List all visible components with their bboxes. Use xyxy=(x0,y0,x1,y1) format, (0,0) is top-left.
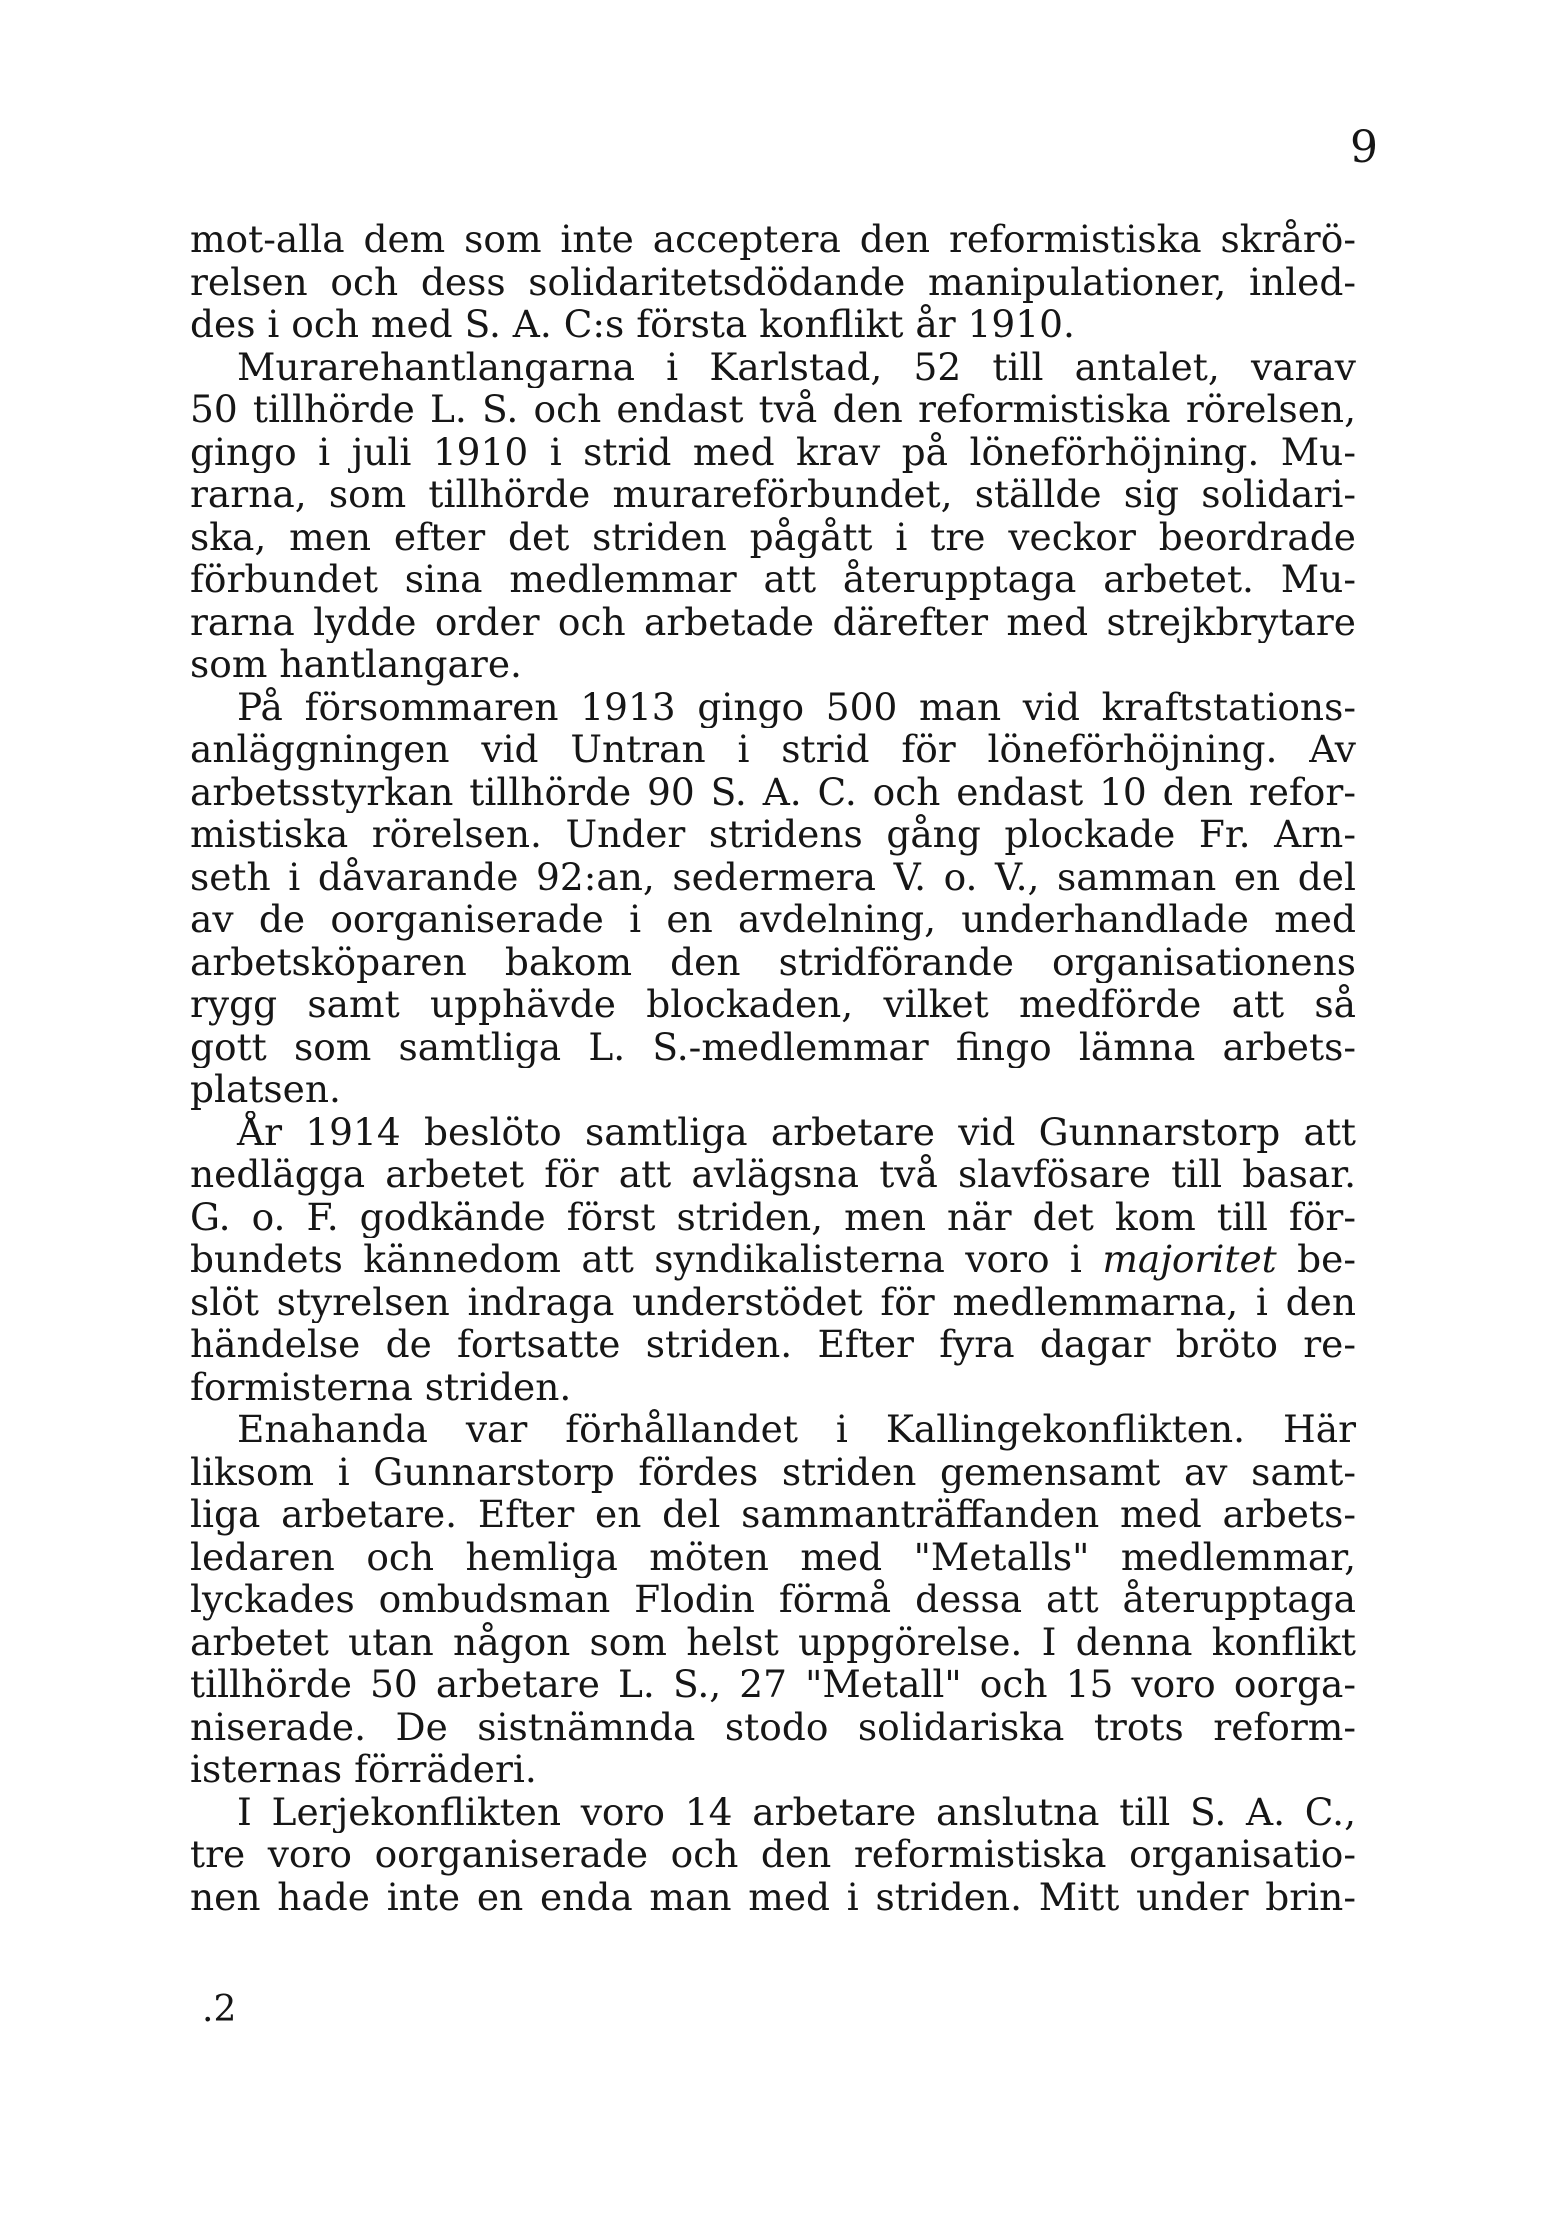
text-line xyxy=(190,856,1356,899)
page-number: 9 xyxy=(1350,122,1378,173)
text-line xyxy=(190,303,1356,346)
text-line xyxy=(190,1536,1356,1579)
text-segment: rygg samt upphävde blockaden, vilket medförde att så xyxy=(190,983,1356,1026)
text-segment: gott som samtliga L. S.-medlemmar fingo lämna arbets- xyxy=(190,1025,1356,1068)
text-line xyxy=(190,1833,1356,1876)
text-line xyxy=(190,1026,1356,1069)
text-line xyxy=(190,686,1356,729)
text-line xyxy=(190,771,1356,814)
text-segment: rarna lydde order och arbetade därefter med strejkbrytare xyxy=(190,600,1356,643)
text-line xyxy=(190,1706,1356,1749)
text-segment: som hantlangare. xyxy=(190,643,522,686)
text-line xyxy=(190,431,1356,474)
text-line xyxy=(190,218,1356,261)
text-line xyxy=(190,1493,1356,1536)
text-line xyxy=(190,1281,1356,1324)
text-segment: isternas förräderi. xyxy=(190,1748,537,1791)
text-segment: seth i dåvarande 92:an, sedermera V. o. V., samman en del xyxy=(190,855,1356,898)
text-segment: arbetsköparen bakom den stridförande organisationens xyxy=(190,940,1356,983)
text-segment: G. o. F. godkände först striden, men när det kom till för- xyxy=(190,1195,1356,1238)
text-line xyxy=(190,1451,1356,1494)
text-segment: förbundet sina medlemmar att återupptaga arbetet. Mu- xyxy=(190,558,1356,601)
text-segment: anläggningen vid Untran i strid för löneförhöjning. Av xyxy=(190,728,1356,771)
text-line xyxy=(190,898,1356,941)
text-segment: På försommaren 1913 gingo 500 man vid kraftstations- xyxy=(237,685,1356,728)
text-line xyxy=(190,1748,1356,1791)
text-line xyxy=(190,1323,1356,1366)
text-line xyxy=(190,1366,1356,1409)
text-line xyxy=(190,1068,1356,1111)
text-line xyxy=(190,1111,1356,1154)
text-segment: liga arbetare. Efter en del sammanträffanden med arbets- xyxy=(190,1493,1356,1536)
text-segment: des i och med S. A. C:s första konflikt år 1910. xyxy=(190,303,1075,346)
text-line xyxy=(190,558,1356,601)
text-segment: ledaren och hemliga möten med "Metalls" medlemmar, xyxy=(190,1535,1356,1578)
text-segment: gingo i juli 1910 i strid med krav på löneförhöjning. Mu- xyxy=(190,430,1356,473)
text-segment: År 1914 beslöto samtliga arbetare vid Gunnarstorp att xyxy=(237,1110,1356,1153)
text-segment: händelse de fortsatte striden. Efter fyra dagar bröto re- xyxy=(190,1323,1356,1366)
text-line xyxy=(190,1663,1356,1706)
text-line xyxy=(190,1196,1356,1239)
text-segment: mistiska rörelsen. Under stridens gång plockade Fr. Arn- xyxy=(190,813,1356,856)
text-line xyxy=(190,941,1356,984)
text-line xyxy=(190,1791,1356,1834)
text-segment: ska, men efter det striden pågått i tre veckor beordrade xyxy=(190,515,1356,558)
text-segment: arbetet utan någon som helst uppgörelse. I denna konflikt xyxy=(190,1620,1356,1663)
text-segment: tre voro oorganiserade och den reformistiska organisatio- xyxy=(190,1833,1356,1876)
text-line xyxy=(190,1238,1356,1281)
text-line xyxy=(190,346,1356,389)
text-segment: tillhörde 50 arbetare L. S., 27 "Metall" och 15 voro oorga- xyxy=(190,1663,1356,1706)
text-segment: rarna, som tillhörde murareförbundet, ställde sig solidari- xyxy=(190,473,1356,516)
text-segment: I Lerjekonflikten voro 14 arbetare anslutna till S. A. C., xyxy=(237,1790,1356,1833)
text-line xyxy=(190,601,1356,644)
text-segment: arbetsstyrkan tillhörde 90 S. A. C. och endast 10 den refor- xyxy=(190,770,1356,813)
text-segment: Enahanda var förhållandet i Kallingekonflikten. Här xyxy=(237,1408,1356,1451)
text-segment: mot-alla dem som inte acceptera den reformistiska skrårö- xyxy=(190,218,1356,261)
text-segment: be- xyxy=(1276,1238,1356,1281)
text-segment: liksom i Gunnarstorp fördes striden gemensamt av samt- xyxy=(190,1450,1356,1493)
text-line xyxy=(190,1408,1356,1451)
text-segment: nedlägga arbetet för att avlägsna två slavfösare till basar. xyxy=(190,1153,1356,1196)
text-line xyxy=(190,1621,1356,1664)
text-segment: slöt styrelsen indraga understödet för medlemmarna, i den xyxy=(190,1280,1356,1323)
text-segment: 50 tillhörde L. S. och endast två den reformistiska rörelsen, xyxy=(190,388,1356,431)
text-line xyxy=(190,261,1356,304)
text-line xyxy=(190,1153,1356,1196)
italic-emphasis: majoritet xyxy=(1102,1238,1277,1281)
text-line xyxy=(190,983,1356,1026)
text-line xyxy=(190,728,1356,771)
text-segment: formisterna striden. xyxy=(190,1365,572,1408)
text-line xyxy=(190,1578,1356,1621)
text-line xyxy=(190,813,1356,856)
text-segment: bundets kännedom att syndikalisterna voro i xyxy=(190,1238,1103,1281)
text-segment: niserade. De sistnämnda stodo solidariska trots reform- xyxy=(190,1705,1356,1748)
text-line xyxy=(190,643,1356,686)
text-segment: lyckades ombudsman Flodin förmå dessa att återupptaga xyxy=(190,1578,1356,1621)
text-line xyxy=(190,1876,1356,1919)
text-segment: nen hade inte en enda man med i striden. Mitt under brin- xyxy=(190,1875,1356,1918)
text-segment: relsen och dess solidaritetsdödande manipulationer, inled- xyxy=(190,260,1356,303)
text-segment: av de oorganiserade i en avdelning, underhandlade med xyxy=(190,898,1356,941)
text-line xyxy=(190,516,1356,559)
text-segment: Murarehantlangarna i Karlstad, 52 till antalet, varav xyxy=(237,345,1356,388)
text-line xyxy=(190,473,1356,516)
signature-mark: .2 xyxy=(202,1989,237,2030)
text-segment: platsen. xyxy=(190,1068,341,1111)
text-line xyxy=(190,388,1356,431)
body-text xyxy=(190,218,1356,1918)
